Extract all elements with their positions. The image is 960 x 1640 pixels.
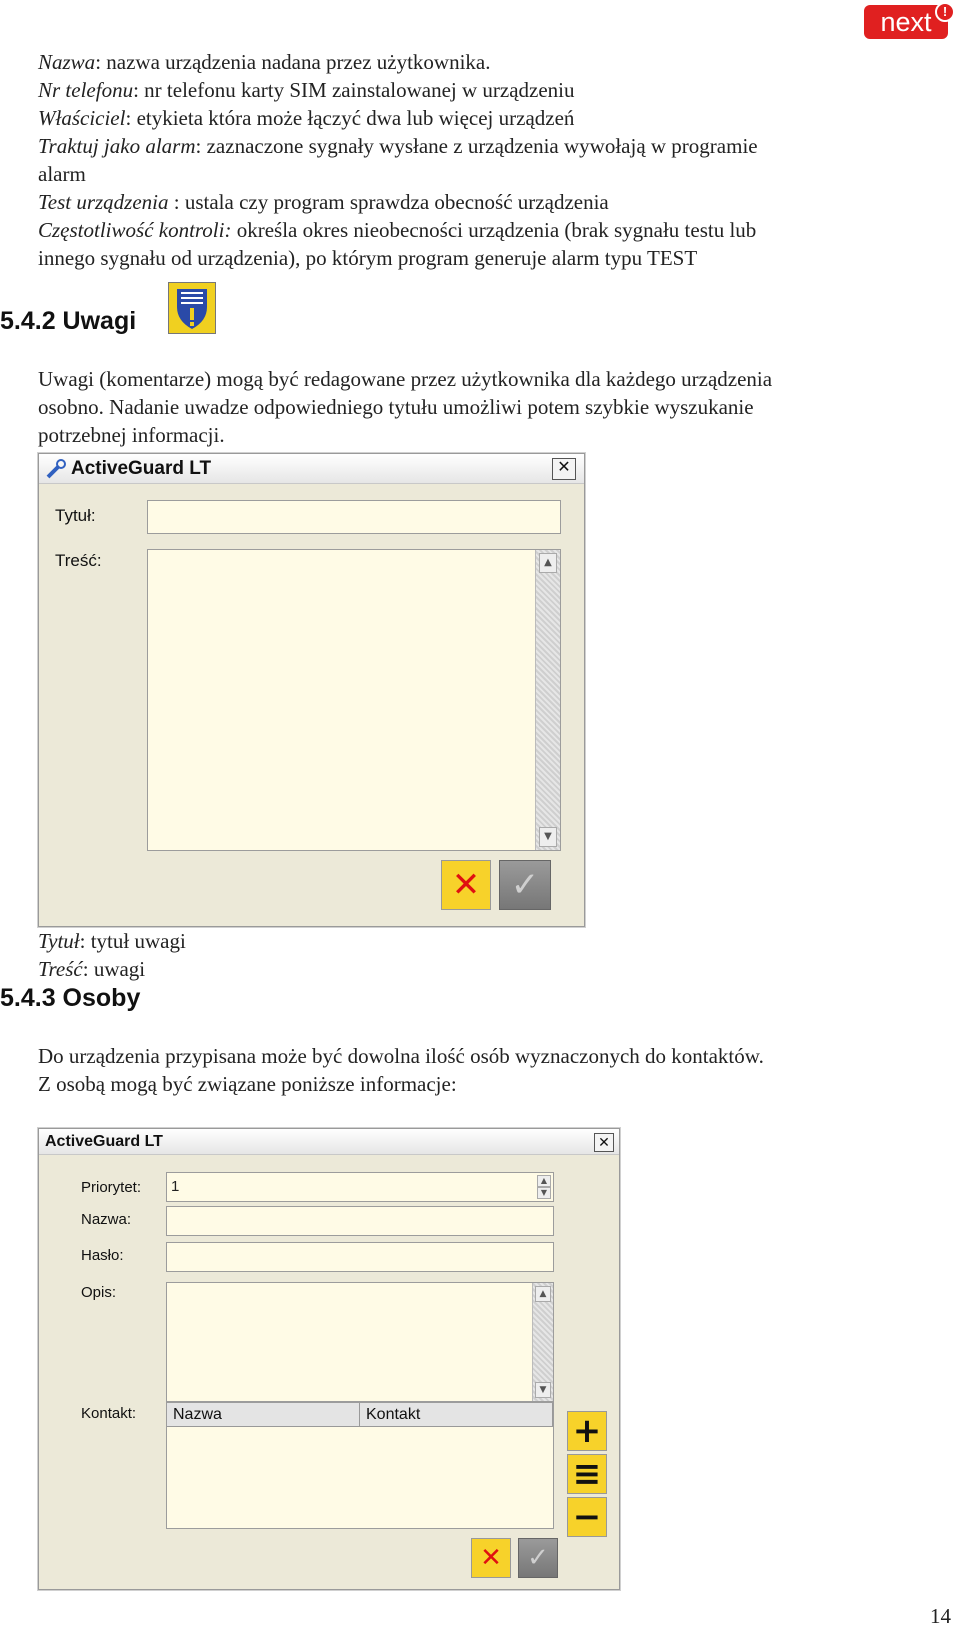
priority-spinner[interactable]: [166, 1172, 554, 1202]
definition-line: Nazwa: nazwa urządzenia nadana przez użytkownika.: [38, 50, 491, 74]
definition-line: innego sygnału od urządzenia), po którym program generuje alarm typu TEST: [38, 246, 698, 270]
definition-line: Tytuł: tytuł uwagi: [38, 929, 186, 953]
title-label: Tytuł:: [55, 506, 96, 525]
scroll-up-icon[interactable]: ▲: [539, 553, 557, 573]
dialog-title: ActiveGuard LT: [45, 1133, 163, 1150]
section-heading-uwagi: 5.4.2 Uwagi: [0, 307, 137, 335]
cancel-button[interactable]: ✕: [441, 860, 491, 910]
password-label: Hasło:: [81, 1247, 124, 1264]
cancel-button[interactable]: ✕: [471, 1538, 511, 1578]
password-input[interactable]: [166, 1242, 554, 1272]
title-input[interactable]: [147, 500, 561, 534]
definition-line: Nr telefonu: nr telefonu karty SIM zainstalowanej w urządzeniu: [38, 78, 575, 102]
definition-line: Częstotliwość kontroli: określa okres nieobecności urządzenia (brak sygnału testu lub: [38, 218, 757, 242]
name-input[interactable]: [166, 1206, 554, 1236]
edit-contact-button[interactable]: ≡: [567, 1454, 607, 1494]
column-header-nazwa[interactable]: Nazwa: [167, 1403, 360, 1427]
name-label: Nazwa:: [81, 1211, 132, 1228]
close-button[interactable]: ✕: [594, 1133, 614, 1152]
uwagi-dialog: [38, 453, 585, 927]
description-scrollbar[interactable]: [532, 1283, 553, 1401]
column-header-kontakt[interactable]: Kontakt: [360, 1403, 553, 1427]
confirm-button[interactable]: ✓: [518, 1538, 558, 1578]
uwagi-intro: Uwagi (komentarze) mogą być redagowane przez użytkownika dla każdego urządzenia osobno. Nadanie uwadze odpowiedniego tytułu umożliwi potem szybkie wyszukanie potrzebnej informacji.: [38, 367, 773, 447]
content-label: Treść:: [55, 551, 102, 570]
definition-line: Test urządzenia : ustala czy program sprawdza obecność urządzenia: [38, 190, 609, 214]
uwagi-field-descriptions: [38, 927, 638, 983]
shield-warning-icon: [168, 282, 216, 334]
scroll-down-icon[interactable]: ▼: [535, 1382, 551, 1398]
section-heading-osoby: 5.4.3 Osoby: [0, 984, 141, 1012]
scroll-up-icon[interactable]: ▲: [535, 1286, 551, 1302]
remove-contact-button[interactable]: −: [567, 1497, 607, 1537]
decrement-icon[interactable]: ▼: [537, 1187, 551, 1199]
wrench-icon: [45, 458, 67, 485]
definition-line: Właściciel: etykieta która może łączyć dwa lub więcej urządzeń: [38, 106, 575, 130]
osoby-intro: Do urządzenia przypisana może być dowolna ilość osób wyznaczonych do kontaktów. Z osobą mogą być związane poniższe informacje:: [38, 1044, 764, 1096]
contact-label: Kontakt:: [81, 1405, 137, 1422]
dialog-titlebar: [39, 1129, 619, 1155]
next-logo: next: [864, 5, 948, 39]
dialog-titlebar: [39, 454, 584, 484]
description-label: Opis:: [81, 1284, 117, 1301]
definitions-list: [38, 48, 938, 272]
definition-line: Treść: uwagi: [38, 957, 146, 981]
dialog-title: ActiveGuard LT: [71, 458, 212, 479]
scroll-down-icon[interactable]: ▼: [539, 827, 557, 847]
definition-line: Traktuj jako alarm: zaznaczone sygnały wysłane z urządzenia wywołają w programie: [38, 134, 758, 158]
definition-line: alarm: [38, 162, 86, 186]
description-textarea[interactable]: [166, 1282, 554, 1402]
logo-exclamation-mark: !: [935, 2, 955, 22]
content-textarea[interactable]: [147, 549, 561, 851]
priority-value: 1: [171, 1178, 180, 1195]
priority-label: Priorytet:: [81, 1179, 142, 1196]
add-contact-button[interactable]: +: [567, 1411, 607, 1451]
increment-icon[interactable]: ▲: [537, 1175, 551, 1187]
page-number: 14: [930, 1604, 951, 1628]
content-scrollbar[interactable]: [535, 550, 560, 850]
close-button[interactable]: ✕: [552, 458, 576, 480]
contacts-table[interactable]: [166, 1402, 554, 1529]
osoby-dialog: [38, 1128, 620, 1590]
confirm-button[interactable]: ✓: [499, 860, 551, 910]
